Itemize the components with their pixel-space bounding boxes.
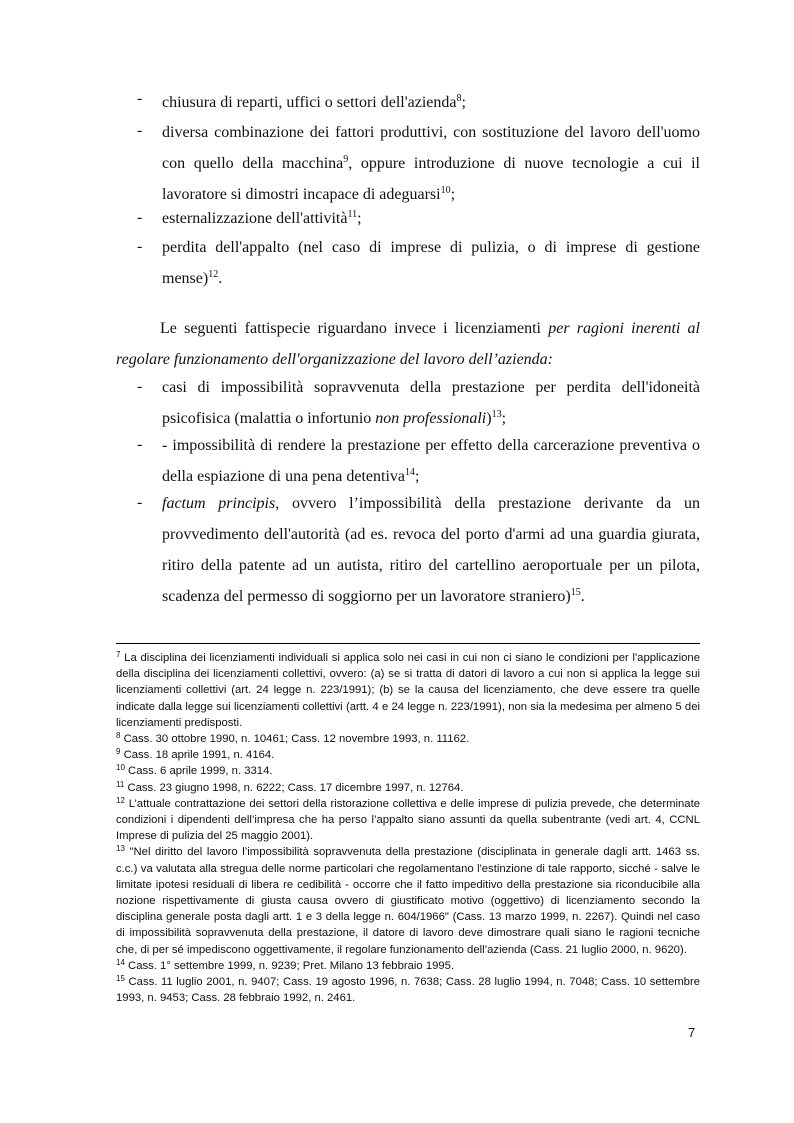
footnote: $^{14}$ Cass. 1° settembre 1999, n. 9239; Pret. Milano 13 febbraio 1995. [116,957,455,972]
list-item: diversa combinazione dei fattori produttivi, con sostituzione del lavoro dell'uomo con quello della macchina$^9$, oppure introduzione di nuove tecnologie a cui il lavoratore si dimostri incapace di adeguarsi$^{10}$; [162,124,701,203]
footnote: $^{11}$ Cass. 23 giugno 1998, n. 6222; Cass. 17 dicembre 1997, n. 12764. [116,779,464,794]
footnote-ref: 9 [343,154,349,165]
footnote: $^{10}$ Cass. 6 aprile 1999, n. 3314. [116,763,273,778]
footnote-separator [116,643,700,644]
footnote-ref: 10 [440,185,451,196]
list-item: casi di impossibilità sopravvenuta della prestazione per perdita dell'idoneità psicofisica (malattia o infortunio non professionali)$^{13}$; [162,379,700,427]
emphasis-text: per ragioni inerenti al regolare funzionamento dell'organizzazione del lavoro dell’azienda: [116,320,701,368]
page-number: 7 [688,1025,696,1040]
bullet-dash: - [137,494,143,511]
footnote-ref: 14 [405,467,416,478]
footnote: $^{12}$ L’attuale contrattazione dei settori della ristorazione collettiva e delle imprese di pulizia prevede, che determinate condizioni i dipendenti dell’impresa che ha perso l’appalto siano assunti da quella subentrante (vedi art. 4, CCNL Imprese di pulizia del 25 maggio 2001). [116,795,701,843]
bullet-dash: - [137,209,143,226]
bullet-dash: - [137,238,143,255]
footnote-ref: 8 [456,93,462,104]
footnote: $^8$ Cass. 30 ottobre 1990, n. 10461; Cass. 12 novembre 1993, n. 11162. [116,731,470,746]
footnote: $^{15}$ Cass. 11 luglio 2001, n. 9407; Cass. 19 agosto 1996, n. 7638; Cass. 28 luglio 1994, n. 7048; Cass. 10 settembre 1993, n. 9453; Cass. 28 febbraio 1992, n. 2461. [116,974,700,1005]
list-item: chiusura di reparti, uffici o settori dell'azienda$^8$; [162,93,466,111]
footnote: $^9$ Cass. 18 aprile 1991, n. 4164. [116,747,275,762]
list-item: factum principis, ovvero l’impossibilità della prestazione derivante da un provvedimento dell'autorità (ad es. revoca del porto d'armi ad una guardia giurata, ritiro della patente ad un autista, ritiro del cartellino aeroportuale per un pilota, scadenza del permesso di soggiorno per un lavoratore straniero)$^{15}$. [162,495,700,605]
footnote-ref: 11 [347,209,358,220]
footnote-ref: 15 [570,587,581,598]
footnote-ref: 12 [208,269,219,280]
list-item: esternalizzazione dell'attività$^{11}$; [162,209,362,227]
footnote-ref: 13 [491,409,502,420]
bullet-dash: - [137,378,143,395]
bullet-dash: - [137,122,143,139]
list-item: perdita dell'appalto (nel caso di imprese di pulizia, o di imprese di gestione mense)$^{12}$. [162,239,700,287]
footnote: $^{13}$ "Nel diritto del lavoro l’impossibilità sopravvenuta della prestazione (disciplinata in generale dagli artt. 1463 ss. c.c.) va valutata alla stregua delle norme particolari che regolamentano l'estinzione di tale rapporto, sicché - salve le limitate ipotesi residuali di libera re cedibilità - occorre che il fatto impeditivo della prestazione sia riconducibile alla nozione rispettivamente di giusta causa ovvero di giustificato motivo (oggettivo) di licenziamento secondo la disciplina generale posta dagli artt. 1 e 3 della legge n. 604/1966" (Cass. 13 marzo 1999, n. 2267). Quindi nel caso di impossibilità sopravvenuta della prestazione, il datore di lavoro deve dimostrare quali siano le ragioni tecniche che, di per sé impediscono oggettivamente, il regolare funzionamento dell’azienda (Cass. 21 luglio 2000, n. 9620). [116,844,701,956]
bullet-dash: - [137,90,143,107]
footnotes [116,650,700,1006]
footnote: $^7$ La disciplina dei licenziamenti individuali si applica solo nei casi in cui non ci siano le condizioni per l'applicazione della disciplina dei licenziamenti collettivi, ovvero: (a) se si tratta di datori di lavoro a cui non si applica la legge sui licenziamenti collettivi (art. 24 legge n. 223/1991); (b) se la causa del licenziamento, che deve essere tra quelle indicate dalla legge sui licenziamenti collettivi (artt. 4 e 24 legge n. 223/1991), non sia la medesima per almeno 5 dei licenziamenti predisposti. [116,650,700,729]
bullet-dash: - [137,436,143,453]
list-item: - impossibilità di rendere la prestazione per effetto della carcerazione preventiva o della espiazione di una pena detentiva$^{14}$; [162,437,700,485]
body-paragraph: Le seguenti fattispecie riguardano invece i licenziamenti per ragioni inerenti al regolare funzionamento dell'organizzazione del lavoro dell’azienda: [116,320,701,368]
